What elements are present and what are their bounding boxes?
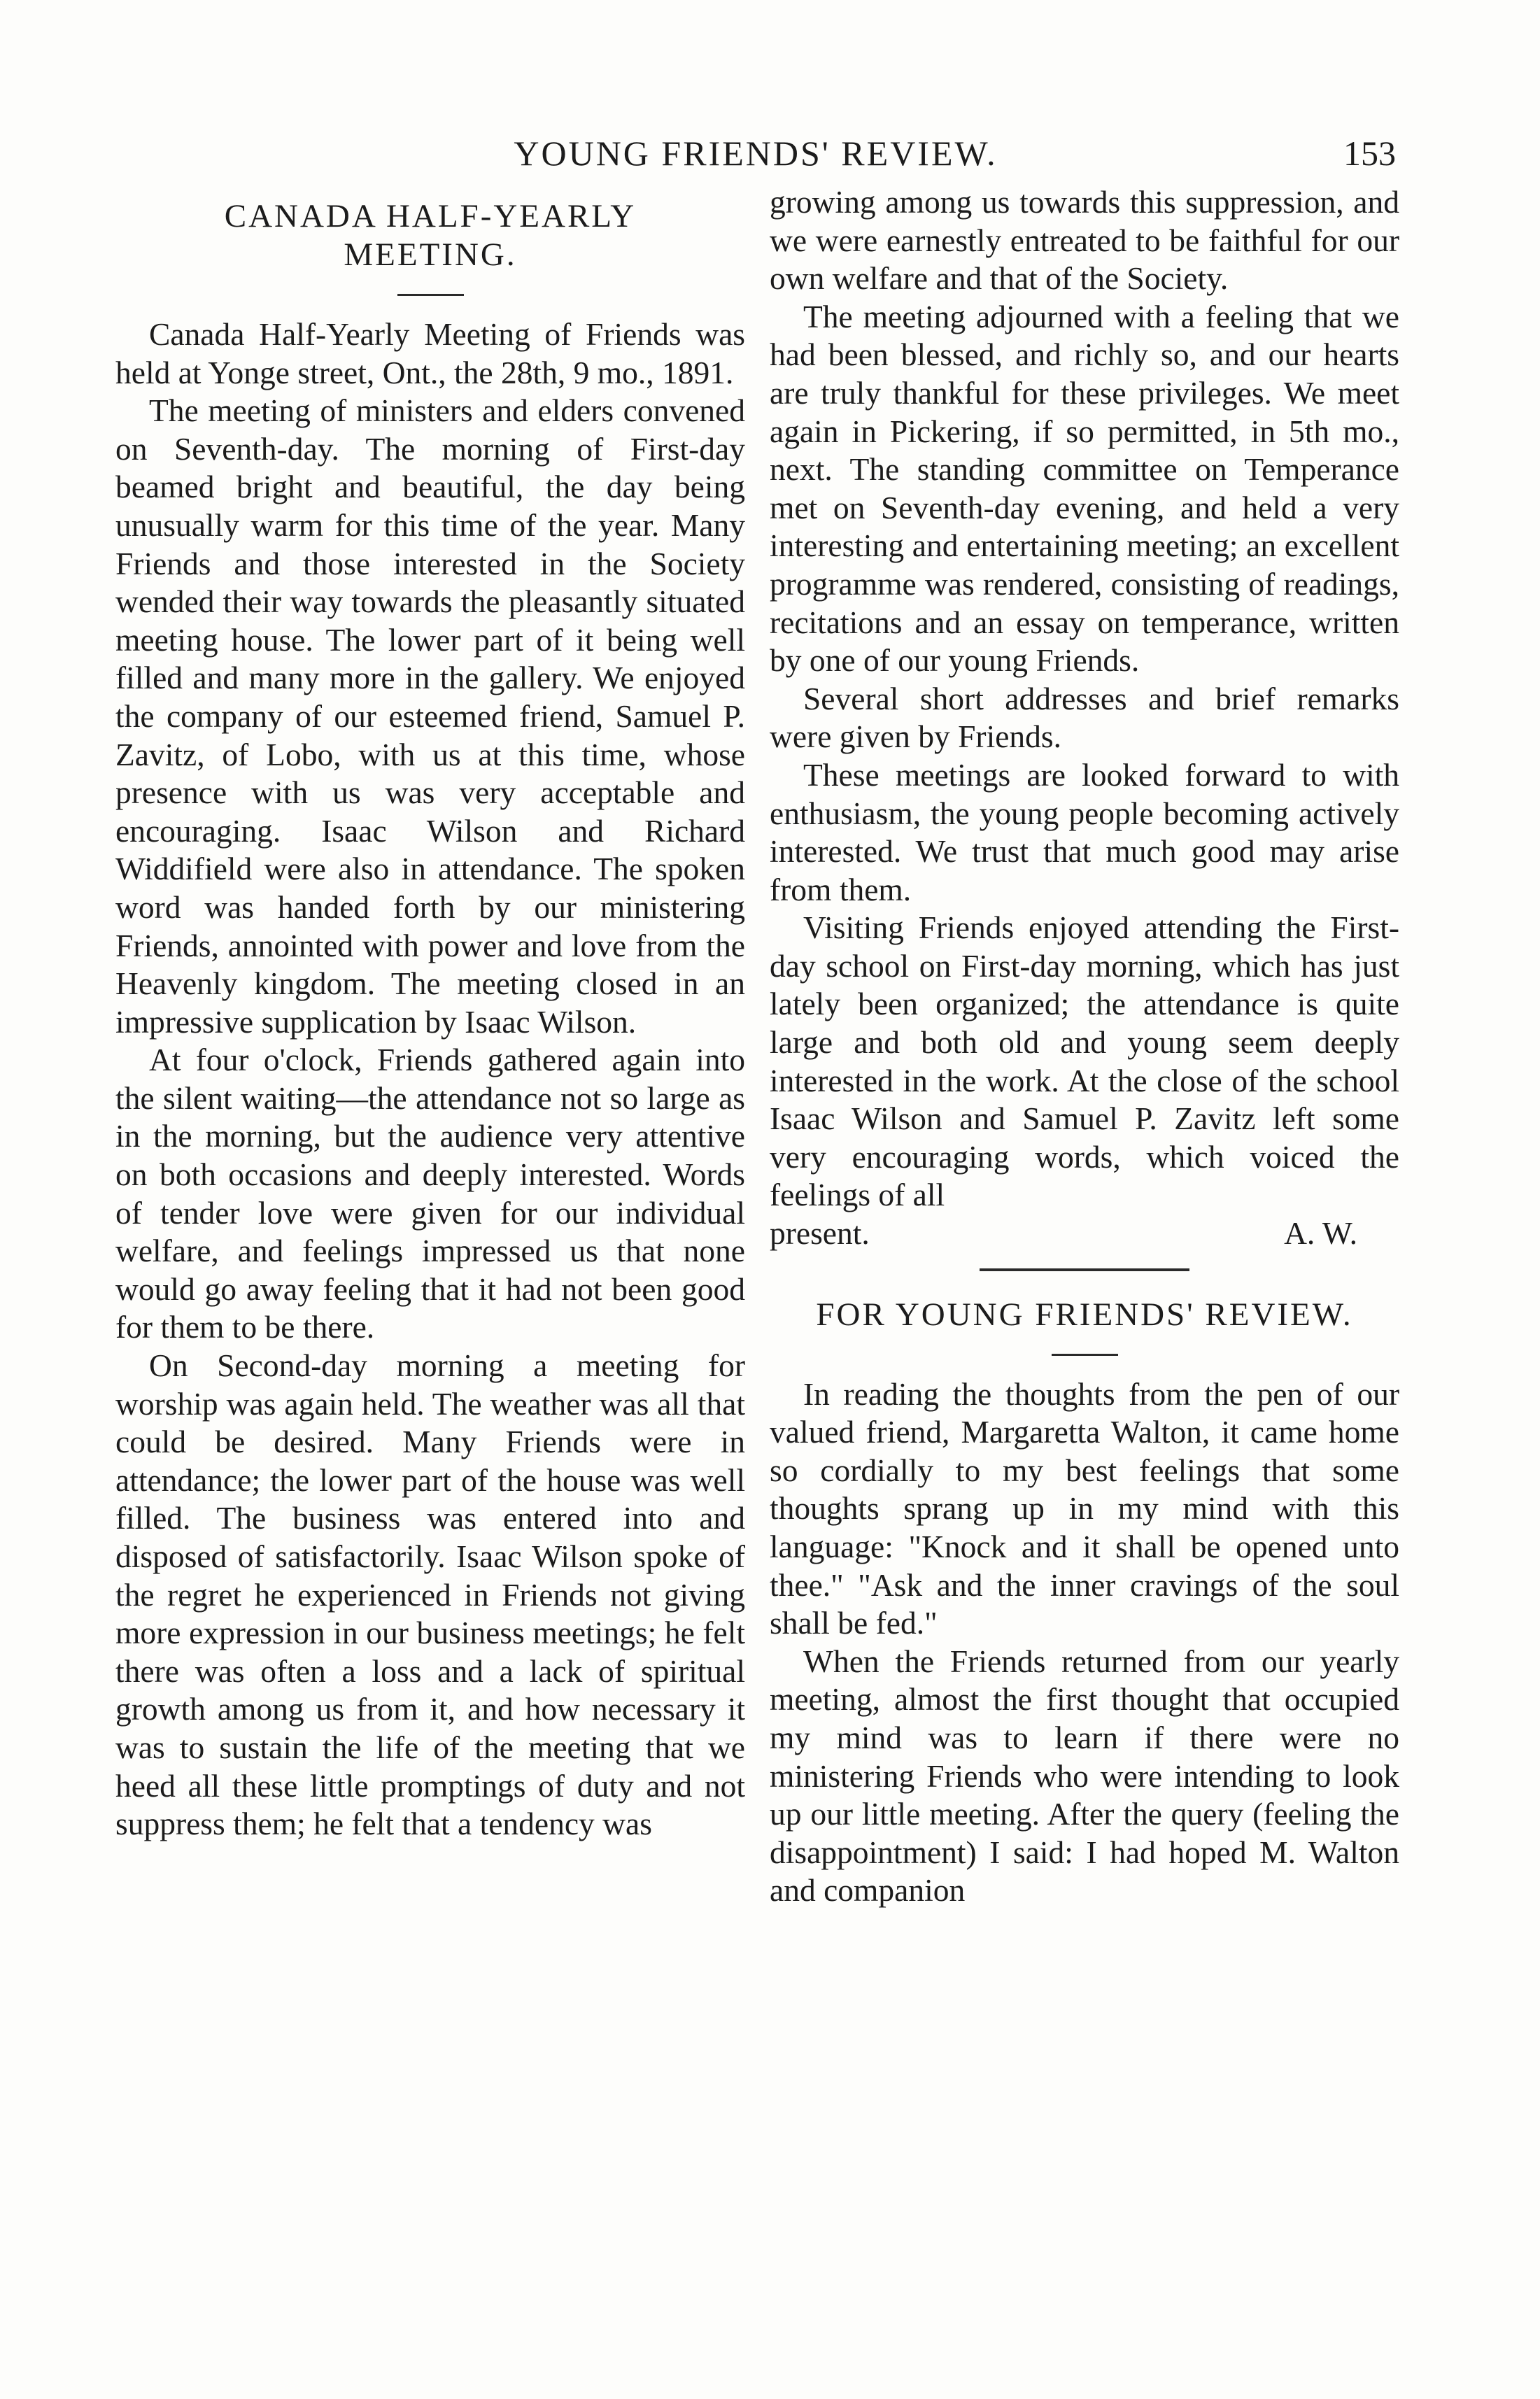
article-title-line-2: MEETING. — [344, 236, 517, 273]
paragraph: Several short addresses and brief remarks were given by Friends. — [770, 680, 1399, 755]
title-rule — [1052, 1354, 1118, 1356]
running-title: YOUNG FRIENDS' REVIEW. — [514, 134, 998, 173]
paragraph: Canada Half-Yearly Meeting of Friends was held at Yonge street, Ont., the 28th, 9 mo., 1891. — [115, 316, 745, 390]
paragraph: At four o'clock, Friends gathered again into the silent waiting—the attendance not so large as in the morning, but the audience very attentive on both occasions and deeply interested. Words of tender love were given for our individual welfare, and feelings impressed us that none would go away feeling that it had not been good for them to be there. — [115, 1042, 745, 1345]
section-title: FOR YOUNG FRIENDS' REVIEW. — [816, 1296, 1353, 1333]
author-signature: A. W. — [1284, 1215, 1357, 1252]
paragraph: Visiting Friends enjoyed attending the First-day school on First-day morning, which has just lately been organized; the attendance is quite large and both old and young seem deeply interested in the work. At the close of the school Isaac Wilson and Samuel P. Zavitz left some very encouraging words, which voiced the feelings of all — [770, 910, 1399, 1213]
paragraph-continued: growing among us towards this suppression, and we were earnestly entreated to be faithful for our own welfare and that of the Society. — [770, 184, 1399, 297]
paragraph: The meeting of ministers and elders convened on Seventh-day. The morning of First-day beamed bright and beautiful, the day being unusually warm for this time of the year. Many Friends and those interested in the Society wended their way towards the pleasantly situated meeting house. The lower part of it being well filled and many more in the gallery. We enjoyed the company of our esteemed friend, Samuel P. Zavitz, of Lobo, with us at this time, whose presence with us was very acceptable and encouraging. Isaac Wilson and Richard Widdifield were also in attendance. The spoken word was handed forth by our ministering Friends, annointed with power and love from the Heavenly kingdom. The meeting closed in an impressive supplication by Isaac Wilson. — [115, 392, 745, 1040]
closing-word: present. — [770, 1215, 870, 1252]
left-column — [115, 183, 745, 1844]
title-rule — [397, 294, 464, 296]
article-title-line-1: CANADA HALF-YEARLY — [224, 198, 637, 234]
paragraph: In reading the thoughts from the pen of our valued friend, Margaretta Walton, it came home so cordially to my best feelings that some thoughts sprang up in my mind with this language: "Knock and it shall be opened unto thee." "Ask and the inner cravings of the soul shall be fed." — [770, 1375, 1399, 1641]
paragraph: On Second-day morning a meeting for worship was again held. The weather was all that could be desired. Many Friends were in attendance; the lower part of the house was well filled. The business was entered into and disposed of satisfactorily. Isaac Wilson spoke of the regret he experienced in Friends not giving more expression in our business meetings; he felt there was often a loss and a lack of spiritual growth among us from it, and how necessary it was to sustain the life of the meeting that we heed all these little promptings of duty and not suppress them; he felt that a tendency was — [115, 1347, 745, 1842]
paragraph: The meeting adjourned with a feeling that we had been blessed, and richly so, and our hearts are truly thankful for these privileges. We meet again in Pickering, if so permitted, in 5th mo., next. The standing committee on Temperance met on Seventh-day evening, and held a very interesting and entertaining meeting; an excellent programme was rendered, consisting of readings, recitations and an essay on temperance, written by one of our young Friends. — [770, 298, 1399, 679]
article-title — [115, 197, 745, 274]
paragraph: These meetings are looked forward to with enthusiasm, the young people becoming actively interested. We trust that much good may arise from them. — [770, 756, 1399, 907]
signoff-line — [770, 1215, 1399, 1253]
paragraph: When the Friends returned from our yearly meeting, almost the first thought that occupied my mind was to learn if there were no ministering Friends who were intending to look up our little meeting. After the query (feeling the disappointment) I said: I had hoped M. Walton and companion — [770, 1643, 1399, 1909]
right-column — [770, 183, 1399, 1910]
running-header — [0, 133, 1540, 182]
page-number: 153 — [1343, 134, 1396, 173]
section-divider — [980, 1268, 1189, 1271]
